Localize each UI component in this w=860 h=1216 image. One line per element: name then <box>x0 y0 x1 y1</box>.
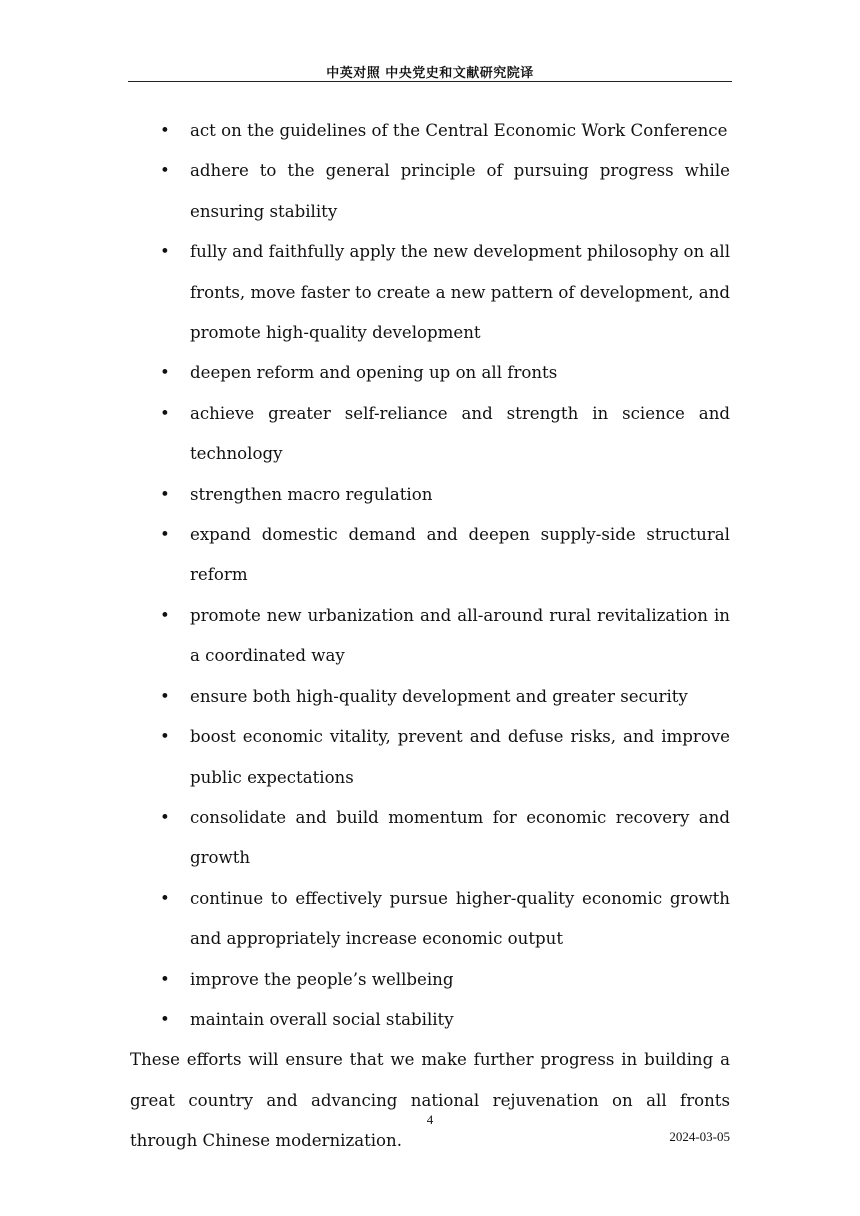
list-item <box>130 1000 730 1040</box>
bullet-icon: • <box>160 161 170 181</box>
bullet-icon: • <box>160 686 170 706</box>
bullet-list <box>130 111 730 1040</box>
list-item <box>130 960 730 1000</box>
list-item-text: expand domestic demand and deepen supply-side structural reform <box>190 525 730 585</box>
document-body <box>130 111 730 1162</box>
list-item-text: adhere to the general principle of pursuing progress while ensuring stability <box>190 161 730 221</box>
list-item-text: improve the people’s wellbeing <box>190 969 454 989</box>
bullet-icon: • <box>160 807 170 827</box>
list-item-text: maintain overall social stability <box>190 1009 454 1029</box>
list-item-text: continue to effectively pursue higher-quality economic growth and appropriately increase economic output <box>190 888 730 949</box>
bullet-icon: • <box>160 363 170 383</box>
list-item <box>130 232 730 353</box>
bullet-icon: • <box>160 605 170 625</box>
bullet-icon: • <box>160 242 170 262</box>
list-item <box>130 353 730 393</box>
bullet-icon: • <box>160 403 170 423</box>
list-item <box>130 717 730 798</box>
bullet-icon: • <box>160 525 170 545</box>
list-item <box>130 879 730 960</box>
list-item <box>130 515 730 596</box>
list-item <box>130 798 730 879</box>
list-item-text: achieve greater self-reliance and strength in science and technology <box>190 403 730 464</box>
list-item-text: fully and faithfully apply the new development philosophy on all fronts, move faster to create a new pattern of development, and promote high-quality development <box>190 242 730 343</box>
header-divider <box>128 81 732 82</box>
bullet-icon: • <box>160 727 170 747</box>
closing-paragraph: These efforts will ensure that we make further progress in building a great country and advancing national rejuvenation on all fronts through Chinese modernization. <box>130 1050 730 1151</box>
list-item <box>130 475 730 515</box>
bullet-icon: • <box>160 1009 170 1029</box>
list-item <box>130 111 730 151</box>
list-item-text: boost economic vitality, prevent and defuse risks, and improve public expectations <box>190 727 730 787</box>
list-item <box>130 596 730 677</box>
list-item-text: strengthen macro regulation <box>190 484 433 504</box>
page-header: 中英对照 中央党史和文献研究院译 <box>326 66 534 81</box>
list-item-text: consolidate and build momentum for economic recovery and growth <box>190 807 730 868</box>
footer-date: 2024-03-05 <box>669 1129 730 1144</box>
list-item-text: ensure both high-quality development and greater security <box>190 686 688 706</box>
list-item <box>130 677 730 717</box>
bullet-icon: • <box>160 121 170 140</box>
bullet-icon: • <box>160 888 170 908</box>
list-item <box>130 394 730 475</box>
page-number: 4 <box>426 1112 434 1127</box>
list-item <box>130 151 730 232</box>
bullet-icon: • <box>160 969 170 989</box>
bullet-icon: • <box>160 484 170 504</box>
list-item-text: deepen reform and opening up on all fronts <box>190 363 558 383</box>
list-item-text: promote new urbanization and all-around rural revitalization in a coordinated way <box>190 605 730 666</box>
list-item-text: act on the guidelines of the Central Economic Work Conference <box>190 121 728 140</box>
